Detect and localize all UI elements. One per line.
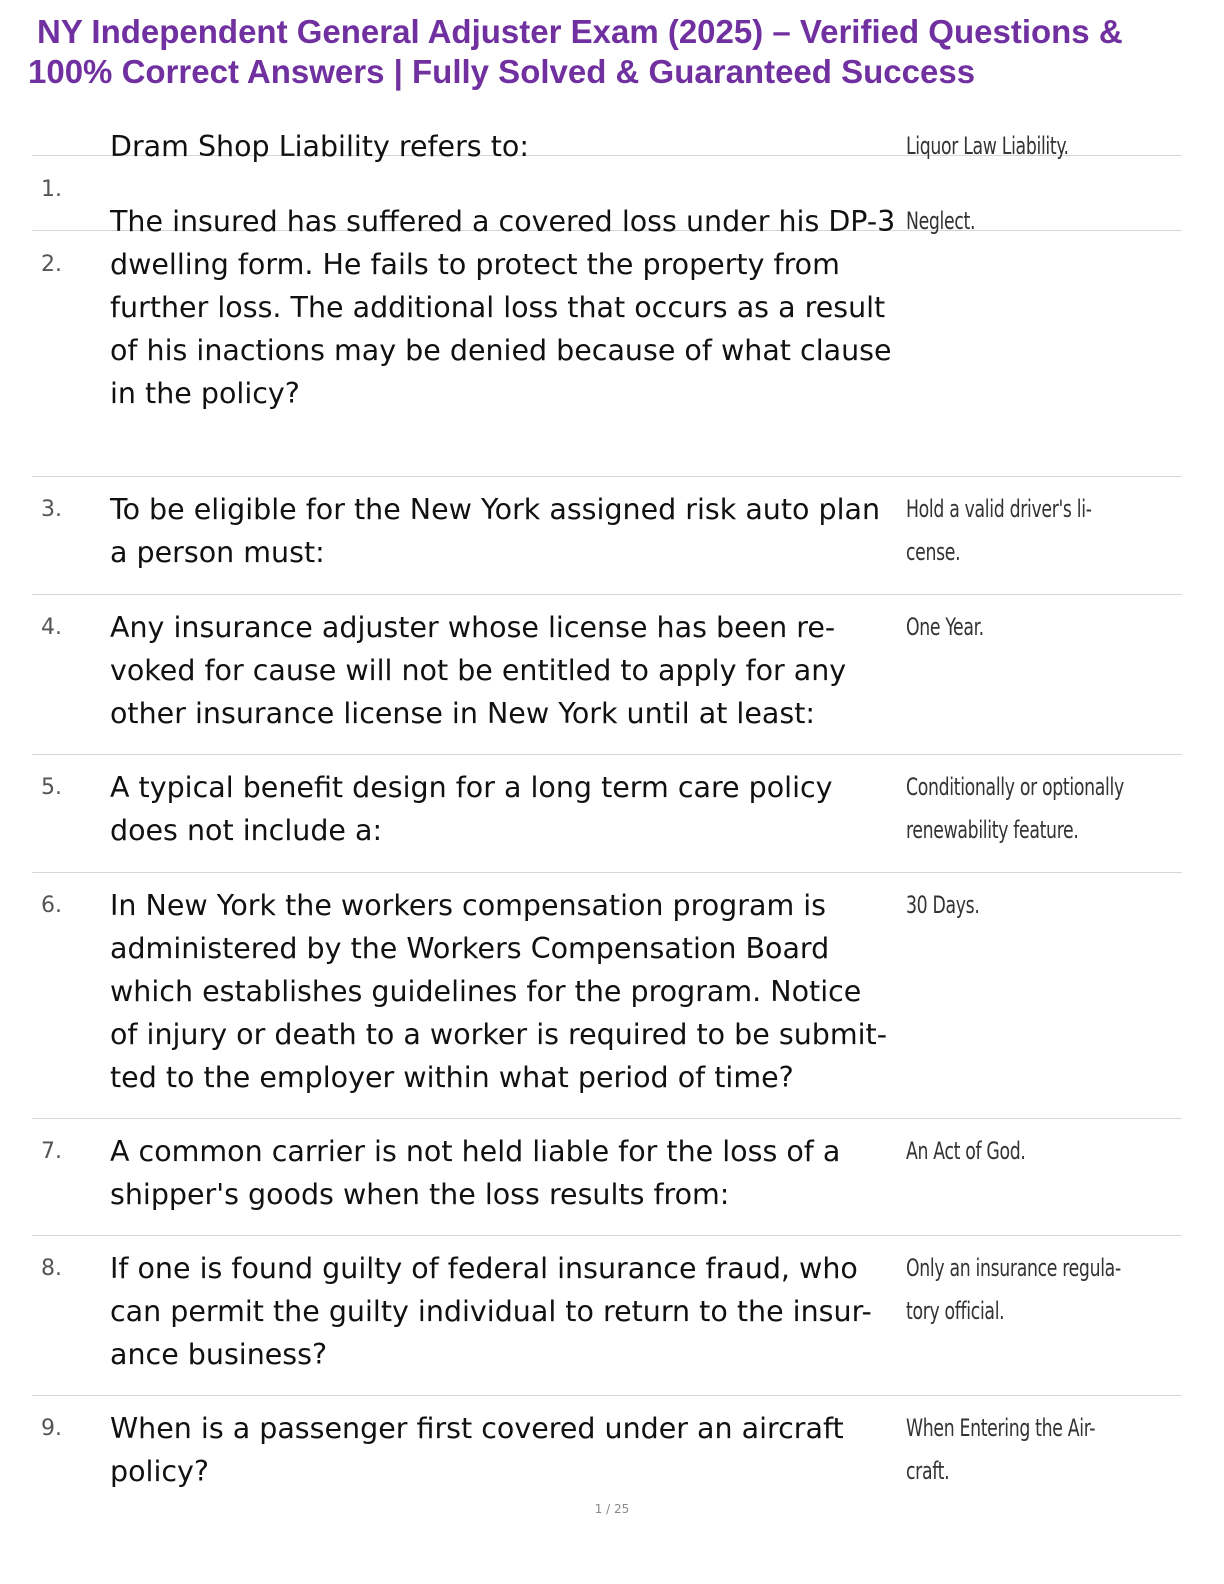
answer-text: Neglect. (906, 207, 976, 235)
answer-text: Hold a valid driver's li- cense. (906, 495, 1092, 566)
answer-text: An Act of God. (906, 1137, 1026, 1165)
title-line-2: 100% Correct Answers | Fully Solved & Guaranteed Success (28, 53, 976, 90)
question-text: A typical benefit design for a long term care policy does not include a: (110, 771, 833, 847)
question-text: Any insurance adjuster whose license has been re- voked for cause will not be entitled to apply for any other insurance license in New York until at least: (110, 611, 847, 730)
question-number: 1. (41, 177, 62, 202)
row-divider (32, 1235, 1182, 1236)
question-number: 3. (41, 497, 62, 522)
row-divider (32, 1395, 1182, 1396)
answer-text: 30 Days. (906, 891, 980, 919)
question-number: 6. (41, 893, 62, 918)
question-number: 5. (41, 775, 62, 800)
answer-text: Conditionally or optionally renewability feature. (906, 773, 1124, 844)
row-divider (32, 872, 1182, 873)
row-divider (32, 594, 1182, 595)
document-title (28, 12, 1218, 92)
answer-text: Only an insurance regula- tory official. (906, 1254, 1121, 1325)
answer-text: One Year. (906, 613, 984, 641)
question-text: To be eligible for the New York assigned risk auto plan a person must: (110, 493, 881, 569)
question-number: 9. (41, 1416, 62, 1441)
answer-text: Liquor Law Liability. (906, 132, 1069, 160)
question-text: The insured has suffered a covered loss under his DP-3 dwelling form. He fails to protect the property from further loss. The additional loss that occurs as a result of his inactions may be denied because of what clause in the policy? (110, 205, 896, 410)
row-divider (32, 476, 1182, 477)
page-number: 1 / 25 (594, 1502, 630, 1516)
question-number: 4. (41, 615, 62, 640)
question-text: A common carrier is not held liable for the loss of a shipper's goods when the loss results from: (110, 1135, 841, 1211)
question-number: 8. (41, 1256, 62, 1281)
question-number: 2. (41, 252, 62, 277)
question-text: Dram Shop Liability refers to: (110, 130, 529, 163)
answer-text: When Entering the Air- craft. (906, 1414, 1096, 1485)
question-text: In New York the workers compensation program is administered by the Workers Compensation Board which establishes guidelines for the program. Notice of injury or death to a worker is required to be submit- ted to the employer within what period of time? (110, 889, 887, 1094)
question-text: When is a passenger first covered under an aircraft policy? (110, 1412, 844, 1488)
question-text: If one is found guilty of federal insurance fraud, who can permit the guilty individual to return to the insur- ance business? (110, 1252, 872, 1371)
row-divider (32, 754, 1182, 755)
row-divider (32, 1118, 1182, 1119)
question-number: 7. (41, 1139, 62, 1164)
title-line-1: NY Independent General Adjuster Exam (2025) – Verified Questions & (37, 13, 1123, 50)
